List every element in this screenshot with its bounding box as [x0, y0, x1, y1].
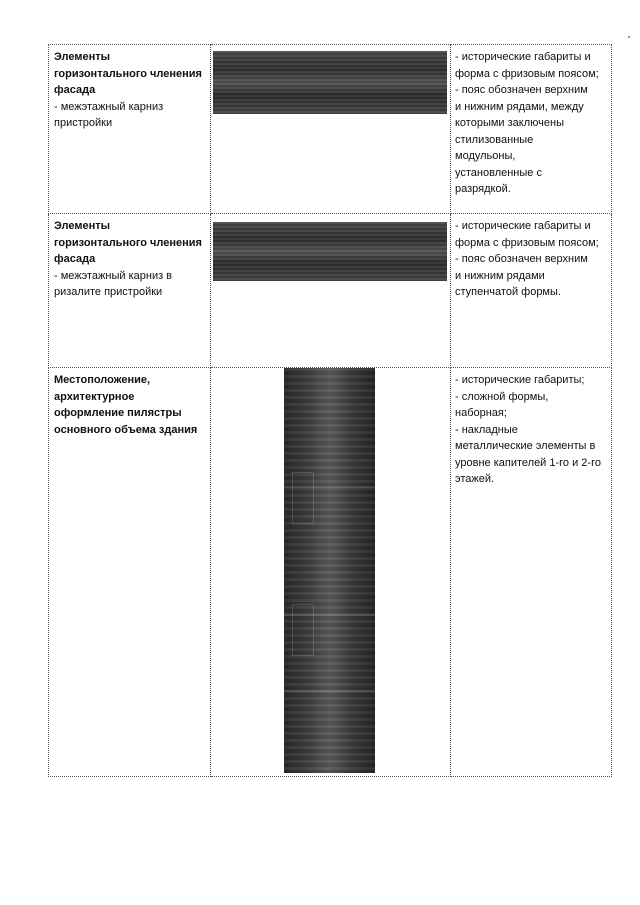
- characteristics-cell: [451, 45, 612, 214]
- characteristic-line: - сложной формы,: [455, 390, 549, 403]
- characteristic-line: наборная;: [455, 407, 507, 419]
- pilaster-photo: [284, 368, 375, 773]
- photo-cell: [211, 45, 451, 214]
- characteristic-line: - исторические габариты и: [455, 51, 591, 63]
- characteristic-line: и нижним рядами, между: [455, 100, 584, 113]
- element-cell: [49, 45, 211, 214]
- characteristic-line: металлические элементы в: [455, 440, 596, 452]
- element-title: Элементы горизонтального членения фасада: [54, 51, 202, 96]
- characteristic-line: разрядкой.: [455, 183, 511, 195]
- characteristic-line: форма с фризовым поясом;: [455, 67, 599, 80]
- characteristic-line: - исторические габариты;: [455, 374, 585, 386]
- element-cell: [49, 214, 211, 368]
- characteristic-line: ступенчатой формы.: [455, 286, 561, 298]
- characteristics-cell: [451, 214, 612, 368]
- element-detail: - межэтажный карниз в ризалите пристройки: [54, 269, 173, 298]
- table-row: [49, 214, 612, 368]
- characteristic-line: этажей.: [455, 473, 495, 485]
- characteristic-line: - накладные: [455, 423, 518, 436]
- scan-speck: [628, 36, 630, 38]
- characteristic-line: форма с фризовым поясом;: [455, 236, 599, 249]
- element-title: Элементы горизонтального членения фасада: [54, 220, 202, 265]
- element-title: Местоположение, архитектурное оформление пилястры основного объема здания: [54, 374, 198, 436]
- characteristic-line: модульоны,: [455, 150, 516, 162]
- characteristics-cell: [451, 368, 612, 777]
- characteristic-line: - пояс обозначен верхним: [455, 253, 588, 265]
- photo-cell: [211, 214, 451, 368]
- characteristic-line: установленные с: [455, 166, 542, 179]
- characteristic-line: - пояс обозначен верхним: [455, 84, 588, 96]
- risalit-cornice-photo: [213, 222, 447, 281]
- characteristic-line: - исторические габариты и: [455, 220, 591, 232]
- table-row: [49, 368, 612, 777]
- cornice-photo: [213, 51, 447, 114]
- table-row: [49, 45, 612, 214]
- characteristic-line: которыми заключены: [455, 117, 564, 129]
- characteristic-line: и нижним рядами: [455, 269, 545, 282]
- characteristic-line: уровне капителей 1-го и 2-го: [455, 456, 601, 469]
- photo-cell: [211, 368, 451, 777]
- element-cell: [49, 368, 211, 777]
- characteristic-line: стилизованные: [455, 133, 534, 146]
- element-detail: - межэтажный карниз пристройки: [54, 100, 164, 129]
- protected-elements-table: [48, 44, 612, 777]
